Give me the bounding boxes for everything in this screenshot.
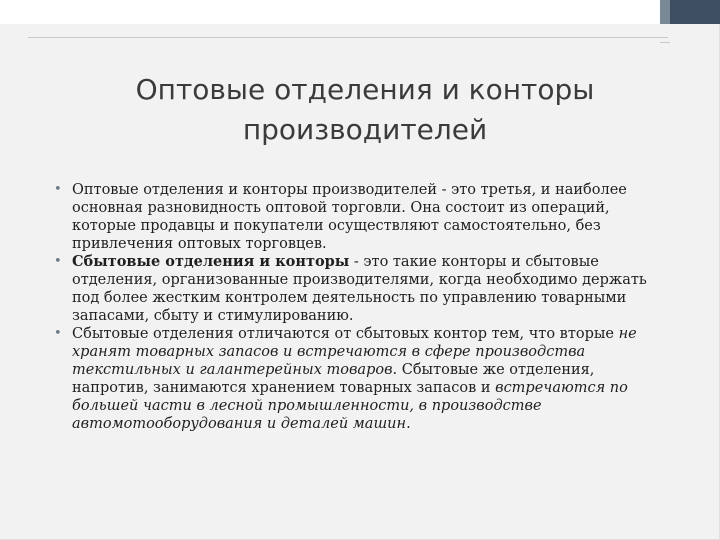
bullet-text-segment: Сбытовые отделения отличаются от сбытовых контор тем, что вторые bbox=[72, 326, 619, 342]
header-bar-light bbox=[0, 0, 660, 24]
header-bar-accent bbox=[660, 0, 670, 24]
bullet-text-segment: Оптовые отделения и конторы производителей - это третья, и наиболее основная разновидность оптовой торговли. Она состоит из операций, которые продавцы и покупатели осуществляют самостоятельно, без привлечения оптовых торговцев. bbox=[72, 182, 627, 252]
bullet-item bbox=[56, 253, 668, 325]
bullet-text-segment: встречаются по большей части в лесной промышленности, в производстве автомотооборудования и деталей машин bbox=[72, 380, 628, 432]
bullet-item bbox=[56, 181, 668, 253]
bullet-list bbox=[56, 181, 668, 433]
bullet-dot-icon: • bbox=[54, 182, 62, 197]
bullet-item bbox=[56, 325, 668, 433]
slide-title: Оптовые отделения и конторы производителей bbox=[135, 73, 595, 146]
bullet-text-segment: Сбытовые отделения и конторы bbox=[72, 253, 350, 270]
bullet-dot-icon: • bbox=[54, 326, 62, 341]
bullet-text-segment: . Сбытовые же отделения, напротив, занимаются хранением товарных запасов и bbox=[72, 362, 595, 396]
bullet-text-segment: . bbox=[406, 416, 411, 432]
bullet-text-segment: - это такие конторы и сбытовые отделения, организованные производителями, когда необходимо держать под более жестким контролем деятельность по управлению товарными запасами, сбыту и стимулированию. bbox=[72, 254, 647, 324]
header-rule-accent bbox=[660, 42, 670, 43]
bullet-text-segment: не хранят товарных запасов и встречаются в сфере производства текстильных и галантерейных товаров bbox=[72, 326, 637, 378]
bullet-dot-icon: • bbox=[54, 254, 62, 269]
header-rule bbox=[28, 37, 668, 38]
